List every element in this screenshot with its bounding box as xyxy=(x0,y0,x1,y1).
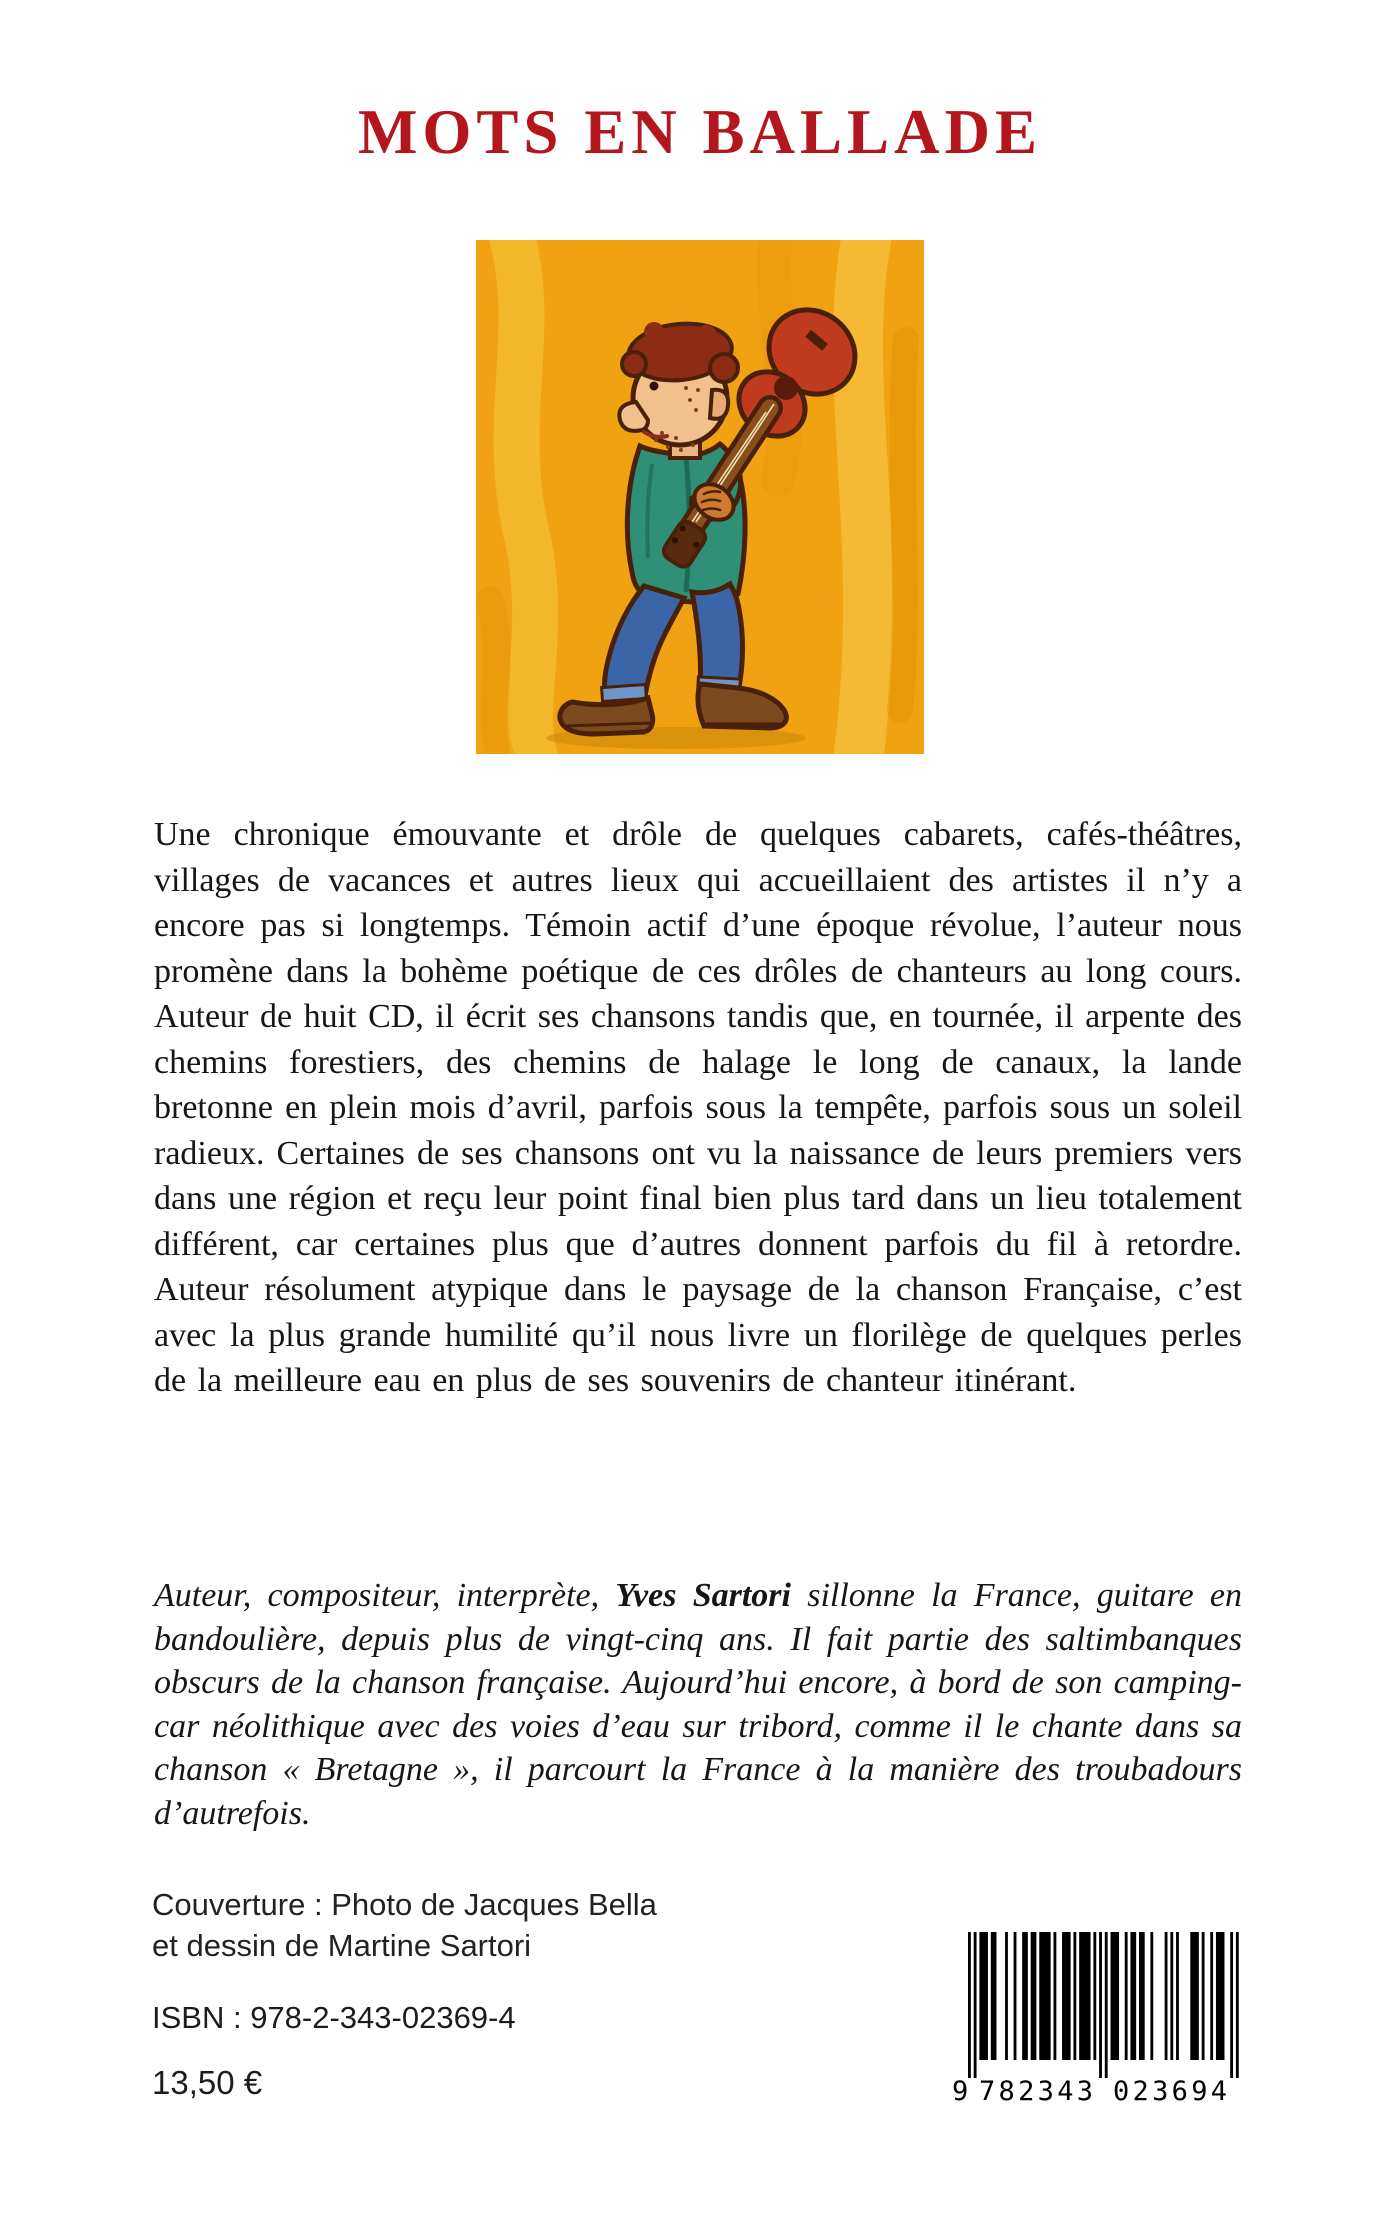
barcode-digits-right: 023694 xyxy=(1113,2076,1227,2106)
barcode-digits-left: 782343 xyxy=(979,2076,1093,2106)
book-title: MOTS EN BALLADE xyxy=(357,97,1043,167)
price-text: 13,50 € xyxy=(152,2064,263,2101)
barcode-digit-first: 9 xyxy=(952,2076,969,2106)
cover-credit-line-2: et dessin de Martine Sartori xyxy=(152,1928,532,1963)
author-name: Yves Sartori xyxy=(615,1577,791,1614)
cover-illustration xyxy=(476,240,924,754)
author-bio-suffix: sillonne la France, guitare en bandoulière, depuis plus de vingt-cinq ans. Il fait partie des saltimbanques obscurs de la chanson française. Aujourd’hui encore, à bord de son camping-car néolithique avec des voies d’eau sur tribord, comme il le chante dans sa chanson « Bretagne », il parcourt la France à la manière des troubadours d’autrefois. xyxy=(154,1577,1242,1832)
author-bio-paragraph xyxy=(154,1574,1242,1835)
barcode xyxy=(952,1928,1244,2106)
cover-credit-line-1: Couverture : Photo de Jacques Bella xyxy=(152,1887,657,1922)
synopsis-paragraph: Une chronique émouvante et drôle de quelques cabarets, cafés-théâtres, villages de vacances et autres lieux qui accueillaient des artistes il n’y a encore pas si longtemps. Témoin actif d’une époque révolue, l’auteur nous promène dans la bohème poétique de ces drôles de chanteurs au long cours. Auteur de huit CD, il écrit ses chansons tandis que, en tournée, il arpente des chemins forestiers, des chemins de halage le long de canaux, la lande bretonne en plein mois d’avril, parfois sous la tempête, parfois sous un soleil radieux. Certaines de ses chansons ont vu la naissance de leurs premiers vers dans une région et reçu leur point final bien plus tard dans un lieu totalement différent, car certaines plus que d’autres donnent parfois du fil à retordre. Auteur résolument atypique dans le paysage de la chanson Française, c’est avec la plus grande humilité qu’il nous livre un florilège de quelques perles de la meilleure eau en plus de ses souvenirs de chanteur itinérant. xyxy=(154,816,1242,1399)
isbn-text: ISBN : 978-2-343-02369-4 xyxy=(152,2000,516,2035)
barcode-svg xyxy=(952,1928,1244,2106)
cover-credits xyxy=(152,1884,657,1966)
author-bio-prefix: Auteur, compositeur, interprète, xyxy=(154,1577,616,1614)
